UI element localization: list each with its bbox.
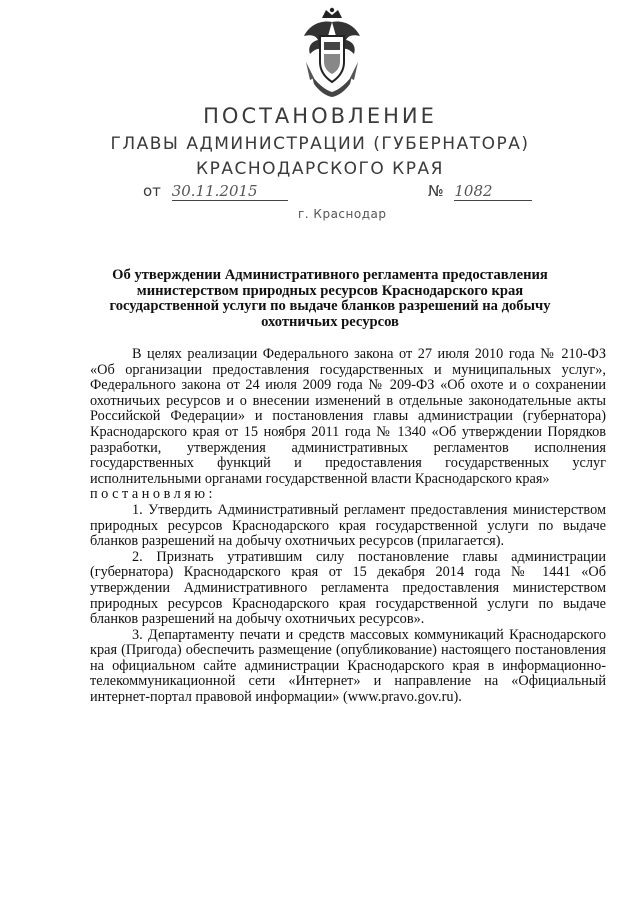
item-paragraph-2: 2. Признать утратившим силу постановление главы администрации (губернатора) Краснодарского края от 15 декабря 2014 года № 1441 «Об утверждении Административного регламента предоставления министерством природных ресурсов Краснодарского края государственной услуги по выдаче бланков разрешений на добычу охотничьих ресурсов». xyxy=(90,548,606,628)
date-field xyxy=(143,182,288,201)
date-value: 30.11.2015 xyxy=(171,182,258,200)
document-title: Об утверждении Административного регламента предоставления министерством природных ресурсов Краснодарского края государственной услуги по выдаче бланков разрешений на добычу охотничьих ресурсов xyxy=(109,267,551,331)
coat-of-arms-emblem xyxy=(300,6,364,98)
number-value-line xyxy=(454,182,532,201)
date-value-line xyxy=(172,182,288,201)
document-type-heading: ПОСТАНОВЛЕНИЕ xyxy=(203,104,437,128)
decree-word: постановляю: xyxy=(90,486,216,503)
number-value: 1082 xyxy=(454,182,493,200)
date-prefix: от xyxy=(143,182,161,200)
preamble-paragraph: В целях реализации Федерального закона от 27 июля 2010 года № 210-ФЗ «Об организации предоставления государственных и муниципальных услуг», Федерального закона от 24 июля 2009 года № 209-ФЗ «Об охоте и о сохранении охотничьих ресурсов и о внесении изменений в отдельные законодательные акты Российской Федерации» и постановления главы администрации (губернатора) Краснодарского края от 15 ноября 2011 года № 1340 «Об утверждении Порядков разработки, утверждения административных регламентов исполнения государственных функций и предоставления государственных услуг исполнительными органами государственной власти Краснодарского края» xyxy=(90,346,606,487)
item-paragraph-1: 1. Утвердить Административный регламент предоставления министерством природных ресурсов Краснодарского края государственной услуги по выдаче бланков разрешений на добычу охотничьих ресурсов (прилагается). xyxy=(90,501,606,550)
number-field xyxy=(428,182,532,201)
document-body xyxy=(90,347,606,706)
number-prefix: № xyxy=(428,182,444,200)
city-name: г. Краснодар xyxy=(298,207,387,221)
issuer-heading: ГЛАВЫ АДМИНИСТРАЦИИ (ГУБЕРНАТОРА) xyxy=(110,134,530,154)
item-paragraph-3: 3. Департаменту печати и средств массовых коммуникаций Краснодарского края (Пригода) обеспечить размещение (опубликование) настоящего постановления на официальном сайте администрации Краснодарского края в информационно-телекоммуникационной сети «Интернет» и направление на «Официальный интернет-портал правовой информации» (www.pravo.gov.ru). xyxy=(90,626,606,706)
region-heading: КРАСНОДАРСКОГО КРАЯ xyxy=(196,159,444,179)
